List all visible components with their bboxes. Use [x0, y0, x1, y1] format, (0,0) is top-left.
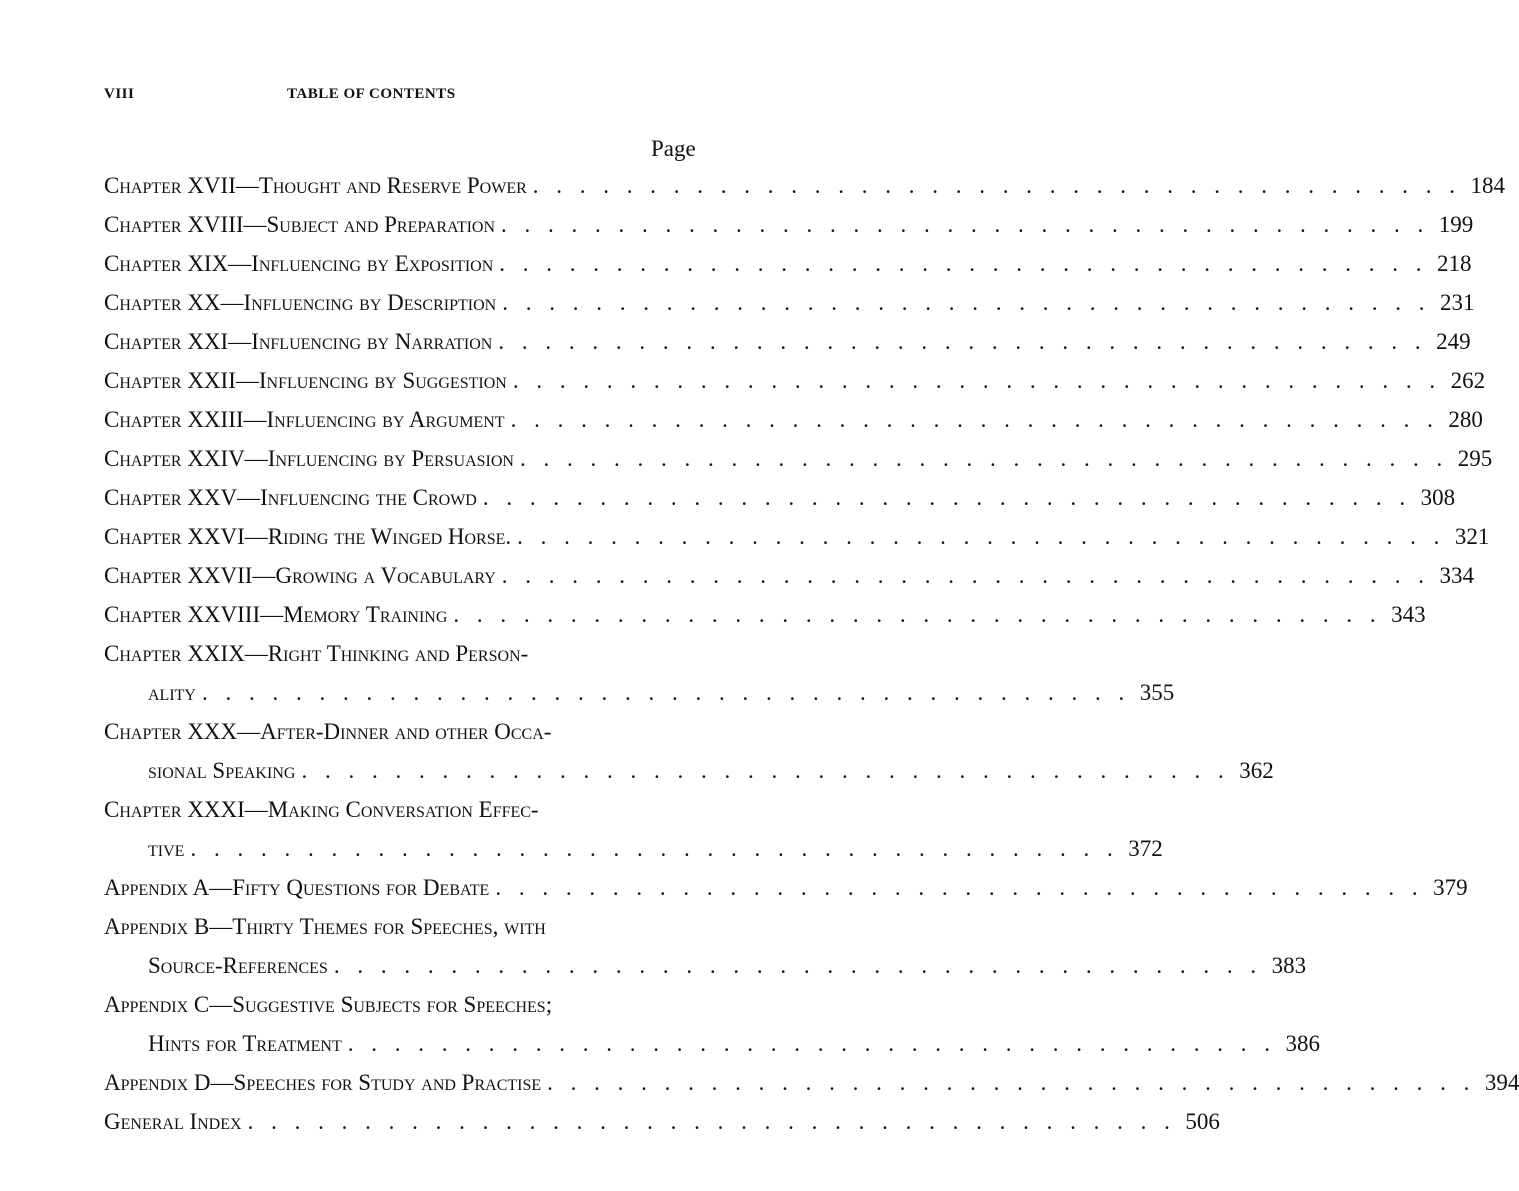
- toc-entry-line: [104, 1102, 1220, 1141]
- toc-entry-title: Chapter XXIII—Influencing by Argument: [104, 407, 505, 432]
- toc-page-number: 280: [1448, 407, 1483, 432]
- toc-entry-continuation-line: [104, 829, 1163, 868]
- toc-entry: [104, 712, 1274, 790]
- toc-entry-title: Chapter XXI—Influencing by Narration: [104, 329, 493, 354]
- toc-entry-line: [104, 478, 1456, 517]
- toc-entry: [104, 868, 1468, 907]
- dot-leader: . . . . . . . . . . . . . . . . . . . . . . . . . . . . . . . . . . . . . . . .: [510, 407, 1439, 432]
- toc-entry-line: [104, 790, 704, 829]
- page-column-label: Page: [651, 136, 696, 161]
- toc-entry-title: Chapter XXV—Influencing the Crowd: [104, 485, 477, 510]
- toc-entry-line: [104, 322, 1471, 361]
- toc-entry: [104, 478, 1456, 517]
- toc-page-number: 355: [1139, 680, 1175, 705]
- toc-entry-title: Chapter XVII—Thought and Reserve Power: [104, 173, 527, 198]
- toc-entry-title: Chapter XX—Influencing by Description: [104, 290, 497, 315]
- toc-entry-line: [104, 400, 1483, 439]
- toc-page-number: 394: [1484, 1070, 1519, 1095]
- toc-entry-line: [104, 517, 1490, 556]
- toc-page-number: 295: [1457, 446, 1493, 471]
- dot-leader: . . . . . . . . . . . . . . . . . . . . . . . . . . . . . . . . . . . . . . . .: [247, 1109, 1176, 1134]
- toc-entry-title: Appendix C—Suggestive Subjects for Speeches;: [104, 992, 553, 1017]
- toc-entry-title: Appendix B—Thirty Themes for Speeches, with: [104, 914, 546, 939]
- toc-entry-title: Chapter XXVI—Riding the Winged Horse.: [104, 524, 512, 549]
- dot-leader: . . . . . . . . . . . . . . . . . . . . . . . . . . . . . . . . . . . . . . . .: [532, 173, 1462, 198]
- table-of-contents: [104, 166, 1519, 1141]
- toc-entry-line: [104, 361, 1486, 400]
- toc-entry-title: Chapter XIX—Influencing by Exposition: [104, 251, 494, 276]
- toc-entry: [104, 517, 1490, 556]
- toc-entry-title: Hints for Treatment: [148, 1031, 342, 1056]
- toc-entry: [104, 166, 1506, 205]
- running-head-title: TABLE OF CONTENTS: [287, 86, 456, 102]
- toc-entry-continuation-line: [104, 1024, 1321, 1063]
- toc-entry-line: [104, 556, 1475, 595]
- toc-entry-title: Chapter XXXI—Making Conversation Effec-: [104, 797, 539, 822]
- toc-page-number: 386: [1285, 1031, 1321, 1056]
- toc-entry: [104, 907, 1307, 985]
- toc-entry-line: [104, 439, 1493, 478]
- toc-entry-line: [104, 985, 704, 1024]
- toc-page-number: 249: [1436, 329, 1471, 354]
- dot-leader: . . . . . . . . . . . . . . . . . . . . . . . . . . . . . . . . . . . . . . . .: [482, 485, 1412, 510]
- toc-entry: [104, 322, 1471, 361]
- toc-entry: [104, 439, 1493, 478]
- toc-entry-line: [104, 595, 1426, 634]
- toc-entry-title: Chapter XXIV—Influencing by Persuasion: [104, 446, 514, 471]
- toc-entry: [104, 205, 1474, 244]
- dot-leader: . . . . . . . . . . . . . . . . . . . . . . . . . . . . . . . . . . . . . . . .: [498, 329, 1427, 354]
- toc-entry-title: Chapter XXX—After-Dinner and other Occa-: [104, 719, 552, 744]
- dot-leader: . . . . . . . . . . . . . . . . . . . . . . . . . . . . . . . . . . . . . . . .: [499, 251, 1428, 276]
- dot-leader: . . . . . . . . . . . . . . . . . . . . . . . . . . . . . . . . . . . . . . . .: [333, 953, 1263, 978]
- toc-page-number: 379: [1433, 875, 1468, 900]
- toc-page-number: 262: [1450, 368, 1486, 393]
- toc-entry-line: [104, 244, 1472, 283]
- dot-leader: . . . . . . . . . . . . . . . . . . . . . . . . . . . . . . . . . . . . . . . .: [201, 680, 1131, 705]
- toc-entry-title: sional Speaking: [148, 758, 296, 783]
- toc-entry-line: [104, 712, 704, 751]
- dot-leader: . . . . . . . . . . . . . . . . . . . . . . . . . . . . . . . . . . . . . . . .: [501, 563, 1431, 588]
- toc-entry-line: [104, 166, 1506, 205]
- toc-page-number: 184: [1470, 173, 1506, 198]
- toc-entry: [104, 634, 1175, 712]
- toc-entry: [104, 400, 1483, 439]
- toc-entry-line: [104, 868, 1468, 907]
- toc-entry-title: ality: [148, 680, 196, 705]
- toc-entry: [104, 1102, 1220, 1141]
- toc-entry: [104, 283, 1475, 322]
- dot-leader: . . . . . . . . . . . . . . . . . . . . . . . . . . . . . . . . . . . . . . . .: [520, 446, 1449, 471]
- toc-page-number: 506: [1185, 1109, 1220, 1134]
- toc-page-number: 308: [1420, 485, 1456, 510]
- toc-entry-continuation-line: [104, 751, 1274, 790]
- toc-entry: [104, 985, 1321, 1063]
- dot-leader: . . . . . . . . . . . . . . . . . . . . . . . . . . . . . . . . . . . . . . . .: [453, 602, 1382, 627]
- toc-entry-title: Chapter XXVIII—Memory Training: [104, 602, 448, 627]
- toc-entry-line: [104, 1063, 1519, 1102]
- page-folio: VIII: [104, 86, 135, 102]
- toc-entry-line: [104, 283, 1475, 322]
- toc-entry-title: Chapter XXIX—Right Thinking and Person-: [104, 641, 529, 666]
- toc-page-number: 231: [1439, 290, 1475, 315]
- toc-page-number: 321: [1454, 524, 1490, 549]
- dot-leader: . . . . . . . . . . . . . . . . . . . . . . . . . . . . . . . . . . . . . . . .: [502, 290, 1431, 315]
- toc-entry: [104, 556, 1475, 595]
- toc-entry-line: [104, 907, 704, 946]
- toc-page-number: 372: [1128, 836, 1163, 861]
- toc-entry-title: Appendix A—Fifty Questions for Debate: [104, 875, 490, 900]
- dot-leader: . . . . . . . . . . . . . . . . . . . . . . . . . . . . . . . . . . . . . . . .: [347, 1031, 1277, 1056]
- toc-entry: [104, 595, 1426, 634]
- toc-entry: [104, 361, 1486, 400]
- toc-page-number: 383: [1271, 953, 1307, 978]
- dot-leader: . . . . . . . . . . . . . . . . . . . . . . . . . . . . . . . . . . . . . . . .: [495, 875, 1424, 900]
- running-head: [104, 86, 704, 110]
- toc-entry-title: Chapter XXII—Influencing by Suggestion: [104, 368, 507, 393]
- dot-leader: . . . . . . . . . . . . . . . . . . . . . . . . . . . . . . . . . . . . . . . .: [501, 212, 1430, 237]
- toc-entry-title: Appendix D—Speeches for Study and Practise: [104, 1070, 542, 1095]
- dot-leader: . . . . . . . . . . . . . . . . . . . . . . . . . . . . . . . . . . . . . . . .: [190, 836, 1119, 861]
- toc-entry: [104, 244, 1472, 283]
- toc-entry-title: Source-References: [148, 953, 328, 978]
- dot-leader: . . . . . . . . . . . . . . . . . . . . . . . . . . . . . . . . . . . . . . . .: [301, 758, 1230, 783]
- toc-page-number: 218: [1437, 251, 1472, 276]
- toc-entry: [104, 1063, 1519, 1102]
- toc-entry-title: Chapter XVIII—Subject and Preparation: [104, 212, 496, 237]
- toc-entry-continuation-line: [104, 946, 1307, 985]
- toc-entry: [104, 790, 1163, 868]
- toc-entry-line: [104, 634, 704, 673]
- toc-page-number: 199: [1438, 212, 1474, 237]
- toc-page-number: 334: [1439, 563, 1475, 588]
- toc-entry-title: Chapter XXVII—Growing a Vocabulary: [104, 563, 496, 588]
- toc-entry-title: tive: [148, 836, 185, 861]
- dot-leader: . . . . . . . . . . . . . . . . . . . . . . . . . . . . . . . . . . . . . . . .: [547, 1070, 1476, 1095]
- toc-page-number: 362: [1239, 758, 1274, 783]
- toc-entry-title: General Index: [104, 1109, 242, 1134]
- dot-leader: . . . . . . . . . . . . . . . . . . . . . . . . . . . . . . . . . . . . . . . .: [512, 368, 1442, 393]
- dot-leader: . . . . . . . . . . . . . . . . . . . . . . . . . . . . . . . . . . . . . . . .: [517, 524, 1446, 549]
- toc-entry-line: [104, 205, 1474, 244]
- toc-entry-continuation-line: [104, 673, 1175, 712]
- toc-page-number: 343: [1391, 602, 1426, 627]
